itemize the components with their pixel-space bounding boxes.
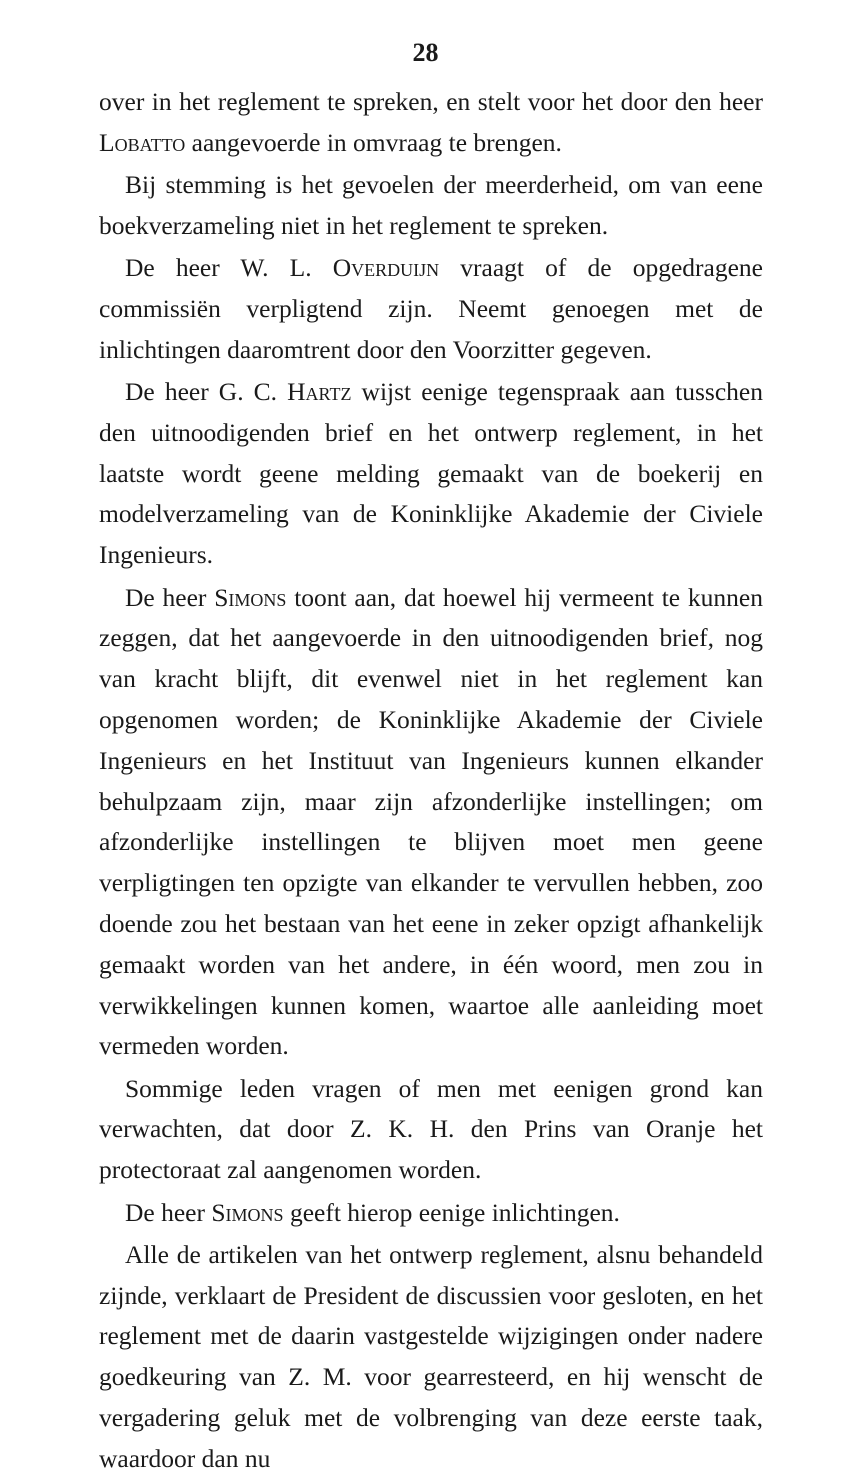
text-run: wijst eenige tegenspraak aan tusschen den uitnoodigenden brief en het ontwerp reglement, in het laatste wordt geene melding gemaakt van de boekerij en modelverzameling van de Koninklijke Akademie der Civiele Ingenieurs. [99, 377, 763, 570]
speaker-name: Lobatto [99, 127, 186, 157]
speaker-name: Overduijn [332, 253, 440, 283]
text-run: aangevoerde in omvraag te brengen. [185, 127, 562, 157]
text-run: Alle de artikelen van het ontwerp reglement, alsnu behandeld zijnde, verklaart de President de discussien voor gesloten, en het reglement met de daarin vastgestelde wijzigingen onder nadere goedkeuring van Z. M. voor gearresteerd, en hij wenscht de vergadering geluk met de volbrenging van deze eerste taak, waardoor dan nu [99, 1239, 763, 1473]
paragraph [99, 1235, 763, 1480]
paragraph [99, 578, 763, 1068]
paragraph [99, 372, 763, 576]
text-run: De heer [125, 582, 215, 612]
text-run: Sommige leden vragen of men met eenigen grond kan verwachten, dat door Z. K. H. den Prins van Oranje het protectoraat zal aangenomen worden. [99, 1073, 763, 1185]
text-run: De heer G. C. [125, 377, 288, 407]
text-run: De heer [125, 1197, 212, 1227]
text-run: over in het reglement te spreken, en stelt voor het door den heer [99, 87, 763, 116]
speaker-name: Simons [211, 1197, 284, 1227]
text-run: De heer W. L. [125, 253, 333, 283]
text-run: Bij stemming is het gevoelen der meerderheid, om van eene boekverzameling niet in het reglement te spreken. [99, 170, 763, 240]
paragraph [99, 248, 763, 370]
paragraph [99, 1069, 763, 1191]
page-number: 28 [412, 38, 439, 67]
paragraph [99, 165, 763, 247]
paragraph [99, 82, 763, 164]
speaker-name: Hartz [287, 377, 352, 407]
paragraph [99, 1193, 763, 1234]
speaker-name: Simons [214, 582, 287, 612]
text-run: geeft hierop eenige inlichtingen. [283, 1197, 620, 1227]
text-run: vraagt of de opgedragene commissiën verpligtend zijn. Neemt genoegen met de inlichtingen daaromtrent door den Voorzitter gegeven. [99, 253, 763, 364]
text-run: toont aan, dat hoewel hij vermeent te kunnen zeggen, dat het aangevoerde in den uitnoodigenden brief, nog van kracht blijft, dit evenwel niet in het reglement kan opgenomen worden; de Koninklijke Akademie der Civiele Ingenieurs en het Instituut van Ingenieurs kunnen elkander behulpzaam zijn, maar zijn afzonderlijke instellingen; om afzonderlijke instellingen te blijven moet men geene verpligtingen ten opzigte van elkander te vervullen hebben, zoo doende zou het bestaan van het eene in zeker opzigt afhankelijk gemaakt worden van het andere, in één woord, men zou in verwikkelingen kunnen komen, waartoe alle aanleiding moet vermeden worden. [99, 582, 763, 1061]
body-text [99, 82, 763, 1481]
